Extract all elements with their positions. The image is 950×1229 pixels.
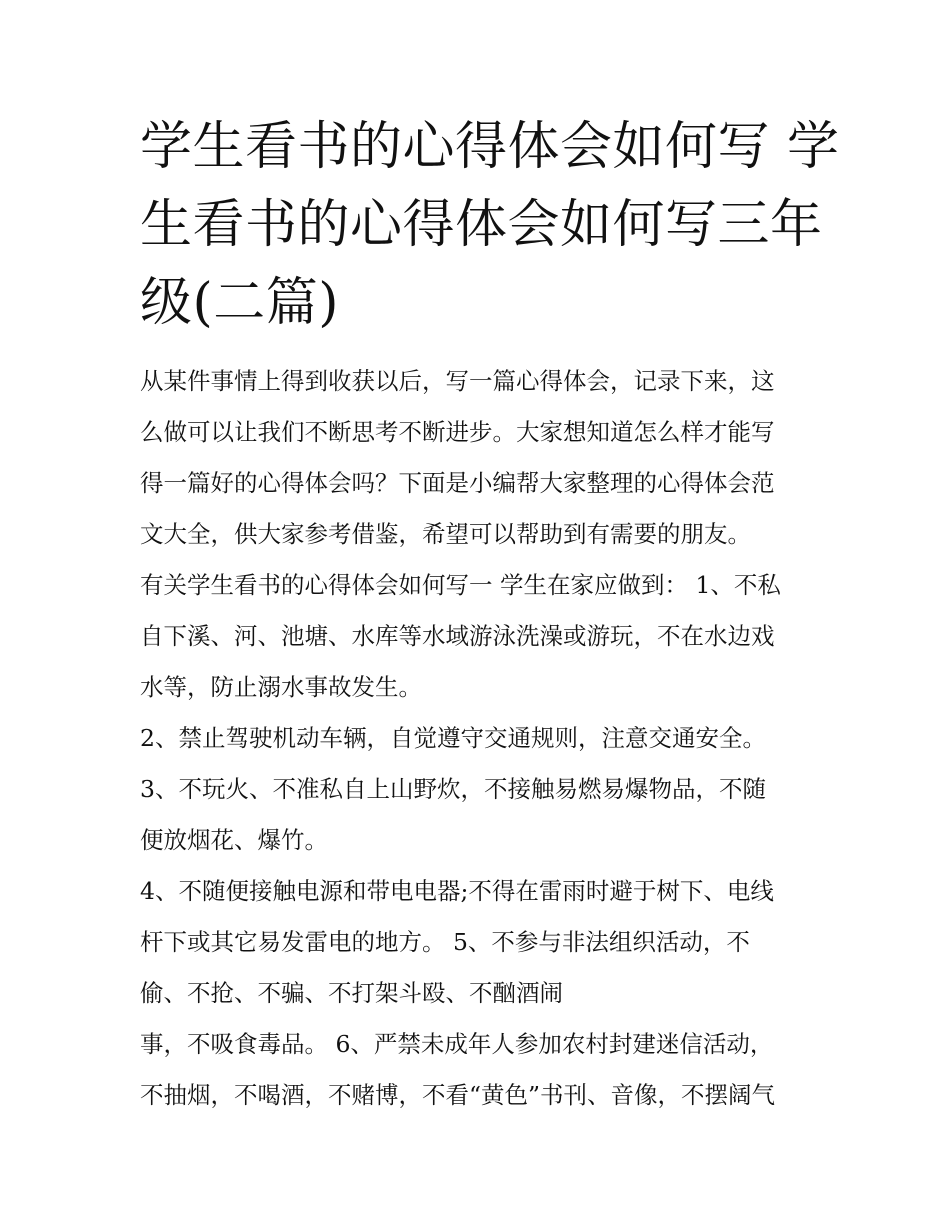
body-line: 有关学生看书的心得体会如何写一 学生在家应做到： 1、不私 — [140, 571, 781, 599]
body-line: 杆下或其它易发雷电的地方。 5、不参与非法组织活动，不 — [140, 928, 750, 956]
body-line: 文大全，供大家参考借鉴，希望可以帮助到有需要的朋友。 — [140, 520, 751, 548]
title-line: 学生看书的心得体会如何写 学 — [140, 117, 840, 177]
body-line: 得一篇好的心得体会吗？下面是小编帮大家整理的心得体会范 — [140, 469, 775, 497]
body-line: 自下溪、河、池塘、水库等水域游泳洗澡或游玩，不在水边戏 — [140, 622, 775, 650]
body-line: 3、不玩火、不准私自上山野炊，不接触易燃易爆物品，不随 — [140, 775, 766, 803]
body-line: 么做可以让我们不断思考不断进步。大家想知道怎么样才能写 — [140, 418, 775, 446]
body-line: 不抽烟，不喝酒，不赌博，不看“黄色”书刊、音像，不摆阔气 — [140, 1081, 776, 1109]
document-body — [140, 356, 830, 1121]
body-line: 偷、不抢、不骗、不打架斗殴、不酗酒闹 — [140, 979, 563, 1007]
body-line: 从某件事情上得到收获以后，写一篇心得体会，记录下来，这 — [140, 367, 775, 395]
body-line: 4、不随便接触电源和带电电器;不得在雷雨时避于树下、电线 — [140, 877, 774, 905]
body-line: 事，不吸食毒品。 6、严禁未成年人参加农村封建迷信活动， — [140, 1030, 774, 1058]
title-line: 生看书的心得体会如何写三年 — [140, 195, 823, 255]
title-line: 级(二篇) — [140, 273, 340, 333]
document-title — [140, 108, 840, 342]
body-line: 便放烟花、爆竹。 — [140, 826, 328, 854]
body-line: 2、禁止驾驶机动车辆，自觉遵守交通规则，注意交通安全。 — [140, 724, 766, 752]
body-line: 水等，防止溺水事故发生。 — [140, 673, 422, 701]
